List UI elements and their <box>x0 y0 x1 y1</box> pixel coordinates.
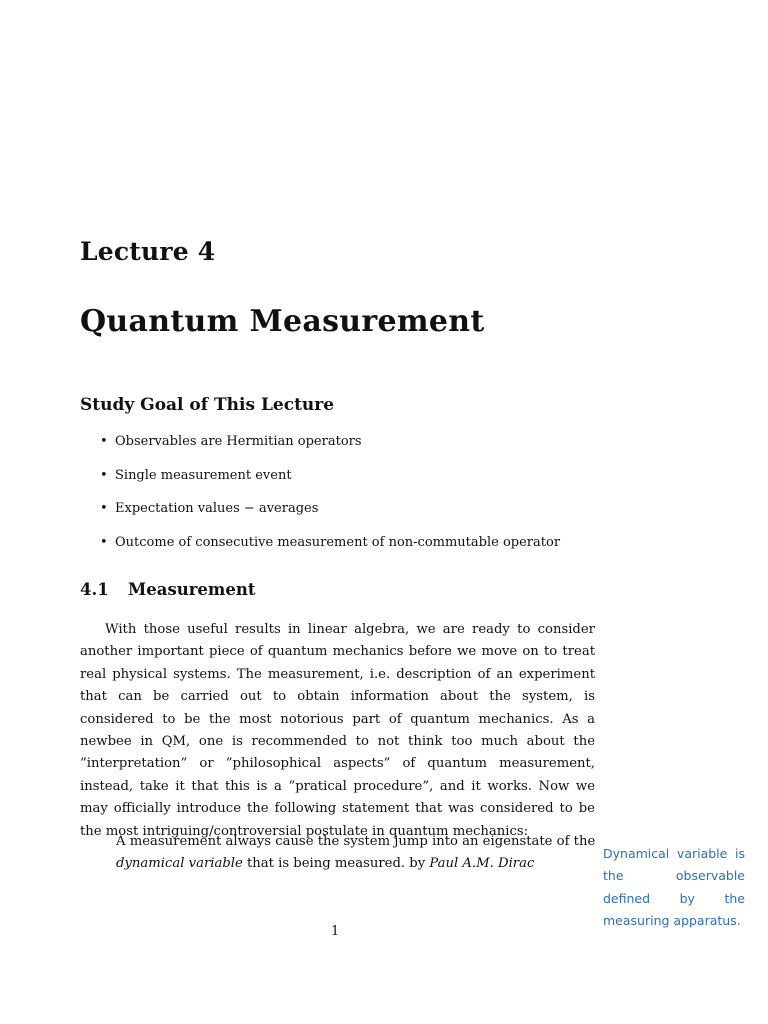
bullet-icon: • <box>100 467 108 483</box>
lecture-label: Lecture 4 <box>80 237 216 266</box>
bullet-icon: • <box>100 501 108 516</box>
bullet-icon: • <box>100 534 108 550</box>
list-item <box>100 533 560 567</box>
list-item-text: Single measurement event <box>115 467 292 483</box>
list-item <box>100 432 560 466</box>
section-title: Measurement <box>128 580 256 599</box>
list-item-text: Observables are Hermitian operators <box>115 434 362 449</box>
bullet-icon: • <box>100 434 108 449</box>
section-number: 4.1 <box>80 580 109 599</box>
study-goal-heading: Study Goal of This Lecture <box>80 395 335 415</box>
quote-line-1: A measurement always cause the system jump into an eigenstate of the <box>116 834 596 849</box>
dirac-quote <box>116 831 596 876</box>
quote-text: that is being measured. by <box>242 856 430 872</box>
page-number: 1 <box>331 924 340 939</box>
section-heading <box>80 580 256 599</box>
list-item-text: Outcome of consecutive measurement of non-commutable operator <box>115 534 561 550</box>
quote-emphasis: dynamical variable <box>116 856 243 872</box>
margin-note: Dynamical variable is the observable defined by the measuring apparatus. <box>603 846 745 929</box>
lecture-title: Quantum Measurement <box>80 304 485 339</box>
quote-author: Paul A.M. Dirac <box>429 856 535 872</box>
list-item <box>100 499 560 533</box>
study-goal-list <box>100 432 560 566</box>
quote-line-2 <box>116 853 576 875</box>
list-item <box>100 466 560 500</box>
body-paragraph: With those useful results in linear algebra, we are ready to consider another important piece of quantum mechanics before we move on to treat real physical systems. The measurement, i.e. description of an experiment that can be carried out to obtain information about the system, is considered to be the most notorious part of quantum mechanics. As a newbee in QM, one is recommended to not think too much about the ”interpretation” or ”philosophical aspects” of quantum measurement, instead, take it that this is a ”pratical procedure”, and it works. Now we may officially introduce the following statement that was considered to be the most intriguing/controversial postulate in quantum mechanics: <box>80 622 595 839</box>
list-item-text: Expectation values − averages <box>115 501 319 516</box>
